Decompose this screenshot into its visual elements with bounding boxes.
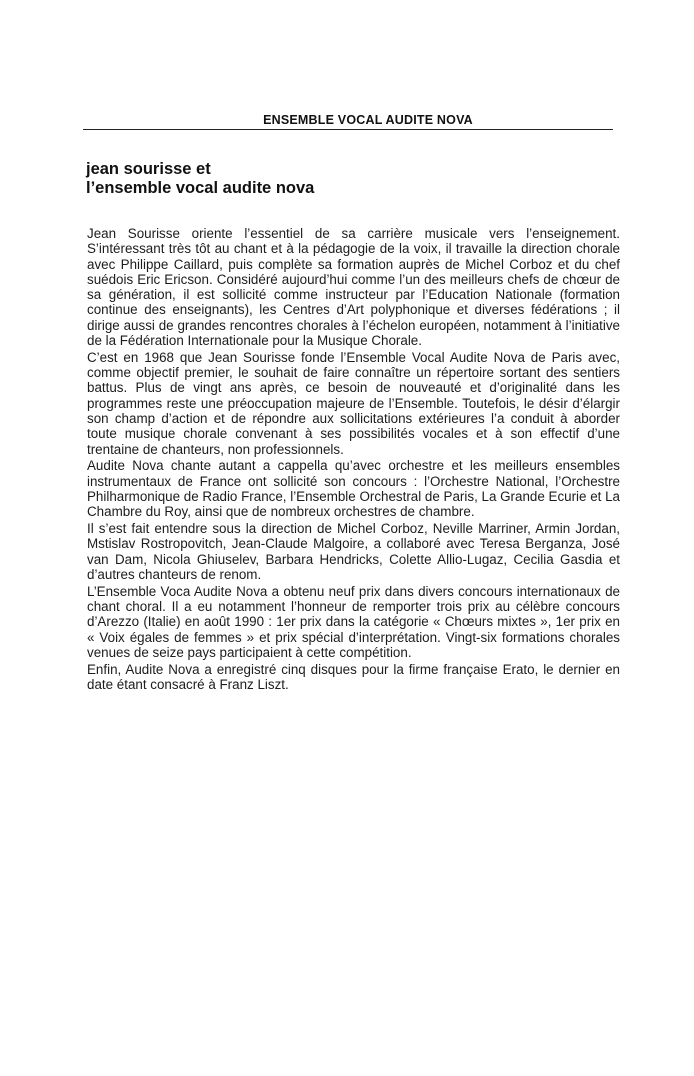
paragraph: Enfin, Audite Nova a enregistré cinq disques pour la firme française Erato, le dernier en date étant consacré à Franz Liszt. [87, 661, 620, 693]
article-title [86, 160, 606, 198]
paragraph: Jean Sourisse oriente l’essentiel de sa carrière musicale vers l’enseignement. S’intéressant très tôt au chant et à la pédagogie de la voix, il travaille la direction chorale avec Philippe Caillard, puis complète sa formation auprès de Michel Corboz et du chef suédois Eric Ericson. Considéré aujourd’hui comme l’un des meilleurs chefs de chœur de sa génération, il est sollicité comme instructeur par l’Education Nationale (formation continue des enseignants), les Centres d’Art polyphonique et diverses fédérations ; il dirige aussi de grandes rencontres chorales à l’échelon européen, notamment à l’initiative de la Fédération Internationale pour la Musique Chorale. [87, 226, 620, 349]
paragraph: Il s’est fait entendre sous la direction de Michel Corboz, Neville Marriner, Armin Jordan, Mstislav Rostropovitch, Jean-Claude Malgoire, a collaboré avec Teresa Berganza, José van Dam, Nicola Ghiuselev, Barbara Hendricks, Colette Allio-Lugaz, Cecilia Gasdia et d’autres chanteurs de renom. [87, 521, 620, 583]
header-rule [83, 129, 613, 130]
article-title-line-2: l’ensemble vocal audite nova [86, 179, 315, 197]
article-body [87, 226, 620, 694]
paragraph: L’Ensemble Voca Audite Nova a obtenu neuf prix dans divers concours internationaux de chant choral. Il a eu notamment l’honneur de remporter trois prix au célèbre concours d’Arezzo (Italie) en août 1990 : 1er prix dans la catégorie « Chœurs mixtes », 1er prix en « Voix égales de femmes » et prix spécial d’interprétation. Vingt-six formations chorales venues de seize pays participaient à cette compétition. [87, 583, 620, 661]
running-header-title: ENSEMBLE VOCAL AUDITE NOVA [263, 113, 473, 127]
running-header [83, 111, 613, 129]
paragraph: Audite Nova chante autant a cappella qu’avec orchestre et les meilleurs ensembles instrumentaux de France ont sollicité son concours : l’Orchestre National, l’Orchestre Philharmonique de Radio France, l’Ensemble Orchestral de Paris, La Grande Ecurie et La Chambre du Roy, ainsi que de nombreux orchestres de chambre. [87, 458, 620, 520]
article-title-line-1: jean sourisse et [86, 160, 211, 178]
paragraph: C’est en 1968 que Jean Sourisse fonde l’Ensemble Vocal Audite Nova de Paris avec, comme objectif premier, le souhait de faire connaître un répertoire sortant des sentiers battus. Plus de vingt ans après, ce besoin de nouveauté et d’originalité dans les programmes reste une préoccupation majeure de l’Ensemble. Toutefois, le désir d’élargir son champ d’action et de répondre aux sollicitations extérieures l’a conduit à aborder toute musique chorale convenant à ses possibilités vocales et à son effectif d’une trentaine de chanteurs, non professionnels. [87, 349, 620, 457]
